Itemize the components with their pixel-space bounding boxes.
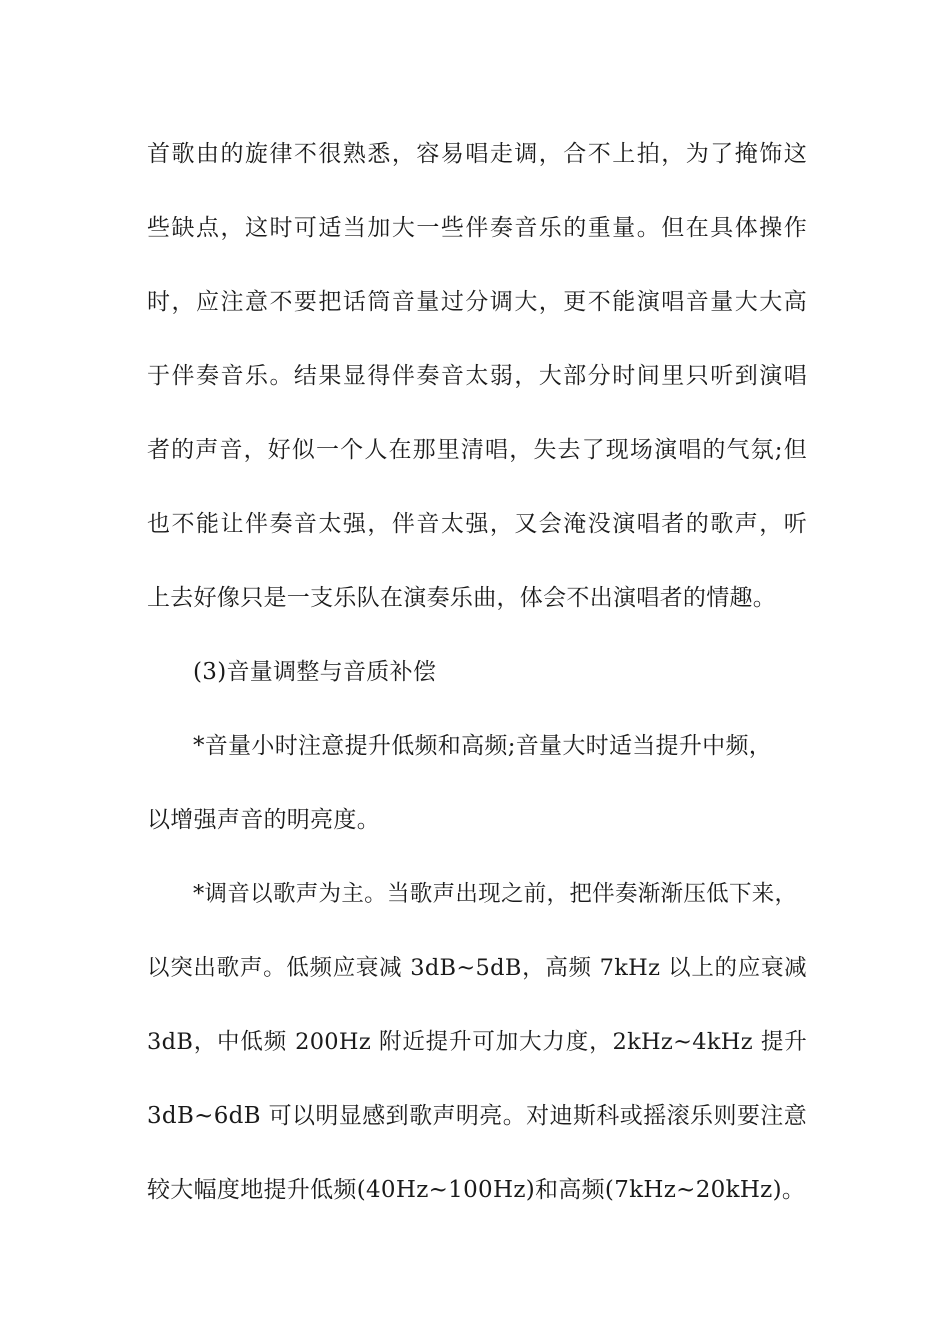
bullet-line: *调音以歌声为主。当歌声出现之前，把伴奏渐渐压低下来，: [193, 881, 798, 907]
paragraph-line: 者的声音，好似一个人在那里清唱，失去了现场演唱的气氛;但: [147, 437, 807, 463]
paragraph-line: 也不能让伴奏音太强，伴音太强，又会淹没演唱者的歌声，听: [147, 511, 807, 537]
paragraph-line: 3dB~6dB 可以明显感到歌声明亮。对迪斯科或摇滚乐则要注意: [147, 1103, 807, 1129]
paragraph-line: 以增强声音的明亮度。: [147, 807, 380, 833]
paragraph-line: 些缺点，这时可适当加大一些伴奏音乐的重量。但在具体操作: [147, 215, 807, 241]
bullet-line: *音量小时注意提升低频和高频;音量大时适当提升中频，: [193, 733, 773, 759]
paragraph-line: 首歌由的旋律不很熟悉，容易唱走调，合不上拍，为了掩饰这: [147, 141, 807, 167]
document-body: [147, 131, 807, 1241]
paragraph-line: 较大幅度地提升低频(40Hz~100Hz)和高频(7kHz~20kHz)。: [147, 1177, 806, 1203]
paragraph-line: 3dB，中低频 200Hz 附近提升可加大力度，2kHz~4kHz 提升: [147, 1029, 807, 1055]
paragraph-line: 时，应注意不要把话筒音量过分调大，更不能演唱音量大大高: [147, 289, 807, 315]
paragraph-line: 于伴奏音乐。结果显得伴奏音太弱，大部分时间里只听到演唱: [147, 363, 807, 389]
paragraph-line: 以突出歌声。低频应衰减 3dB~5dB，高频 7kHz 以上的应衰减: [147, 955, 807, 981]
section-heading: (3)音量调整与音质补偿: [193, 659, 437, 685]
paragraph-line: 上去好像只是一支乐队在演奏乐曲，体会不出演唱者的情趣。: [147, 585, 777, 611]
